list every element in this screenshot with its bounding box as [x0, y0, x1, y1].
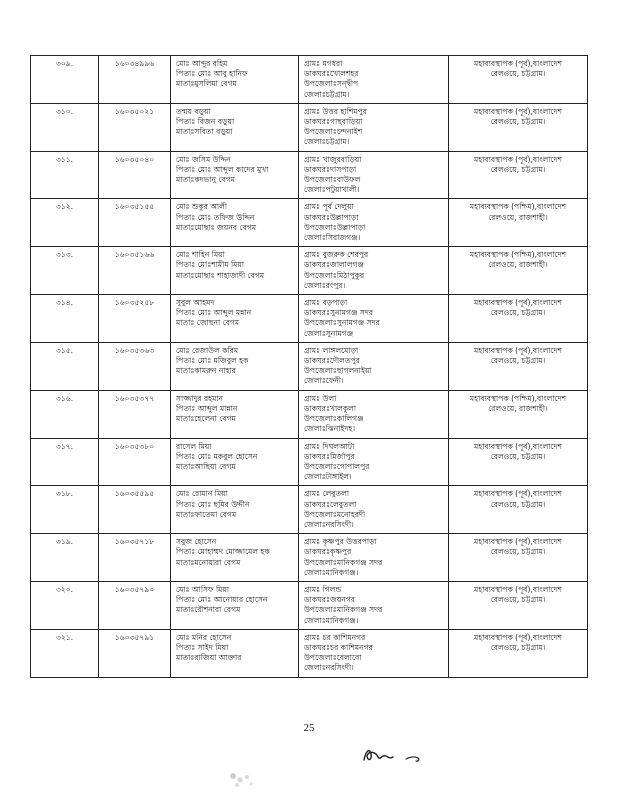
- address-line: উপজেলাঃসন্দ্বীপ: [304, 79, 359, 89]
- address-line: ডাকঘরঃজালালগঞ্জ: [304, 260, 364, 270]
- office-line: রেলওয়ে, রাজশাহী।: [488, 403, 548, 413]
- name-line: মোঃ মনির হোসেন: [176, 632, 232, 642]
- roll-cell: ১৬০৩৫৭১৮: [99, 534, 171, 582]
- name-cell: [171, 295, 299, 343]
- name-cell: [171, 534, 299, 582]
- office-line: মহাব্যবস্থাপক (পূর্ব),বাংলাদেশ: [474, 489, 562, 499]
- serial-cell: ৩১৫.: [31, 342, 99, 390]
- address-cell: [299, 534, 449, 582]
- serial-cell: ৩১০.: [31, 103, 99, 151]
- address-line: জেলাঃফেনী।: [304, 376, 344, 386]
- address-line: জেলাঃচট্টগ্রাম।: [304, 89, 350, 99]
- name-line: মাতাঃকামরুন নাহার: [176, 366, 236, 376]
- office-cell: [449, 390, 588, 438]
- roll-cell: ১৬০৩৫৩৭৭: [99, 390, 171, 438]
- office-cell: [449, 199, 588, 247]
- address-line: গ্রামঃ খাজুরবাড়িয়া: [304, 154, 362, 164]
- table-row: [31, 629, 588, 677]
- office-cell: [449, 247, 588, 295]
- office-line: রেলওয়ে, রাজশাহী।: [488, 212, 548, 222]
- serial-cell: ৩২০.: [31, 581, 99, 629]
- address-cell: [299, 247, 449, 295]
- roll-cell: ১৬০৩৫৭৯০: [99, 581, 171, 629]
- office-cell: [449, 295, 588, 343]
- table-row: [31, 295, 588, 343]
- office-line: রেলওয়ে, চট্টগ্রাম।: [490, 164, 546, 174]
- office-line: মহাব্যবস্থাপক (পূর্ব),বাংলাদেশ: [474, 441, 562, 451]
- name-line: সাজ্জাদুর রহমান: [176, 393, 224, 403]
- table-row: [31, 247, 588, 295]
- address-line: গ্রামঃ পূর্ব দেলুয়া: [304, 202, 354, 212]
- name-line: মাতাঃকদভানু বেগম: [176, 175, 235, 185]
- table-row: [31, 438, 588, 486]
- address-line: উপজেলাঃছাগলনাইয়া: [304, 366, 372, 376]
- office-cell: [449, 629, 588, 677]
- office-line: মহাব্যবস্থাপক (পূর্ব),বাংলাদেশ: [474, 154, 562, 164]
- address-line: জেলাঃমানিকগঞ্জ।: [304, 615, 359, 625]
- name-line: পিতাঃ মোহাম্মদ মোজ্জামেল হক: [176, 547, 270, 557]
- office-line: রেলওয়ে, চট্টগ্রাম।: [490, 642, 546, 652]
- table-row: [31, 486, 588, 534]
- name-cell: [171, 199, 299, 247]
- name-line: মোঃ জসিম উদ্দিন: [176, 154, 231, 164]
- office-line: মহাব্যবস্থাপক (পশ্চিম),বাংলাদেশ: [469, 250, 567, 260]
- address-line: জেলাঃচট্টগ্রাম।: [304, 137, 350, 147]
- address-line: গ্রামঃ দিঘলআটা: [304, 441, 355, 451]
- page-number: 25: [303, 722, 315, 734]
- name-line: মাতাঃআছিয়া বেগম: [176, 461, 236, 471]
- table-row: [31, 103, 588, 151]
- office-cell: [449, 103, 588, 151]
- roll-cell: ১৬০৩৫৩৬৩: [99, 342, 171, 390]
- address-line: গ্রামঃ বুজরুক শেরপুর: [304, 250, 369, 260]
- address-line: উপজেলাঃমনোহরদী: [304, 509, 366, 519]
- office-line: মহাব্যবস্থাপক (পশ্চিম),বাংলাদেশ: [469, 202, 567, 212]
- office-line: মহাব্যবস্থাপক (পূর্ব),বাংলাদেশ: [474, 537, 562, 547]
- table-row: [31, 534, 588, 582]
- name-cell: [171, 56, 299, 104]
- address-line: উপজেলাঃমিঠাপুকুর: [304, 270, 365, 280]
- name-line: পিতাঃ মোঃ আব্দুল কাদের মুখা: [176, 164, 269, 174]
- address-line: জেলাঃসুনামগঞ্জ: [304, 328, 354, 338]
- address-line: ডাকঘরঃজয়নগর: [304, 595, 355, 605]
- roll-cell: ১৬০৩৫৫৯৫: [99, 486, 171, 534]
- name-line: মাতাঃমোছাঃ শাহাজাদী বেগম: [176, 270, 265, 280]
- office-cell: [449, 438, 588, 486]
- address-line: গ্রামঃ চর কাশিমনগর: [304, 632, 366, 642]
- name-line: পিতাঃ বিজন বড়ুয়া: [176, 117, 235, 127]
- address-line: গ্রামঃ গিলন্ড: [304, 584, 342, 594]
- office-cell: [449, 486, 588, 534]
- serial-cell: ৩১৮.: [31, 486, 99, 534]
- name-line: মোঃ আব্দুর রহিম: [176, 59, 228, 68]
- name-line: পিতাঃ মোঃ মকবুল হোসেন: [176, 451, 258, 461]
- roll-cell: ১৬০৩৫৩৮০: [99, 438, 171, 486]
- name-line: রাসেল মিয়া: [176, 441, 212, 451]
- office-cell: [449, 342, 588, 390]
- address-line: উপজেলাঃকালিগঞ্জ: [304, 414, 364, 424]
- address-line: উপজেলাঃউল্লাপাড়া: [304, 222, 366, 232]
- serial-cell: ৩২১.: [31, 629, 99, 677]
- name-line: পিতাঃ আব্দুল মান্নান: [176, 403, 238, 413]
- address-line: গ্রামঃ মগধরা: [304, 59, 343, 68]
- address-line: গ্রামঃ কৃষ্ণপুর উত্তরপাড়া: [304, 537, 377, 547]
- table-row: [31, 199, 588, 247]
- scan-smudge: [225, 768, 261, 792]
- name-line: মাতাঃরাজিয়া আক্তার: [176, 653, 242, 663]
- office-line: রেলওয়ে, চট্টগ্রাম।: [490, 69, 546, 79]
- address-line: উপজেলাঃমানিকগঞ্জ সদর: [304, 605, 383, 615]
- name-line: পিতাঃ মোঃ আব্দুল মন্নান: [176, 308, 252, 318]
- address-line: উপজেলাঃবেলাবো: [304, 653, 362, 663]
- address-cell: [299, 103, 449, 151]
- table-row: [31, 581, 588, 629]
- name-line: পিতাঃ মোঃ মজিবুল হক: [176, 356, 249, 366]
- roll-cell: ১৬০৩৪৯৯৬: [99, 56, 171, 104]
- address-line: উপজেলাঃবাউফল: [304, 175, 361, 185]
- name-cell: [171, 247, 299, 295]
- address-line: গ্রামঃ বড়পাড়া: [304, 298, 348, 308]
- name-cell: [171, 581, 299, 629]
- address-line: জেলাঃরংপুর।: [304, 280, 346, 290]
- address-line: উপজেলাঃমানিকগঞ্জ সদর: [304, 557, 383, 567]
- name-line: পিতাঃ মোঃ তফিজ উদ্দিন: [176, 212, 255, 222]
- roll-cell: ১৬০৩৫০৪০: [99, 151, 171, 199]
- name-line: পিতাঃ মোঃশামীম মিয়া: [176, 260, 245, 270]
- address-line: উপজেলাঃগোপালপুর: [304, 461, 370, 471]
- office-line: রেলওয়ে, চট্টগ্রাম।: [490, 547, 546, 557]
- address-line: গ্রামঃ লেবুতলা: [304, 489, 350, 499]
- address-cell: [299, 438, 449, 486]
- name-line: মাতাঃরৌশনারা বেগম: [176, 605, 241, 615]
- serial-cell: ৩১১.: [31, 151, 99, 199]
- name-line: পিতাঃ সাইদ মিয়া: [176, 642, 229, 652]
- address-cell: [299, 56, 449, 104]
- address-cell: [299, 486, 449, 534]
- office-line: মহাব্যবস্থাপক (পূর্ব),বাংলাদেশ: [474, 298, 562, 308]
- roll-cell: ১৬০৩৫০২১: [99, 103, 171, 151]
- address-cell: [299, 151, 449, 199]
- candidate-table: [30, 55, 588, 678]
- roll-cell: ১৬০৩৫১৫৫: [99, 199, 171, 247]
- name-line: মাতাঃহেলেনা বেগম: [176, 414, 236, 424]
- address-line: গ্রামঃ উলা: [304, 393, 337, 403]
- serial-cell: ৩১২.: [31, 199, 99, 247]
- name-cell: [171, 438, 299, 486]
- address-line: ডাকঘরঃউল্লাপাড়া: [304, 212, 359, 222]
- office-cell: [449, 56, 588, 104]
- name-line: মাতাঃ জোছনা বেগম: [176, 318, 240, 328]
- serial-cell: ৩০৯.: [31, 56, 99, 104]
- name-line: মোঃ রেজাউল করিম: [176, 345, 239, 355]
- roll-cell: ১৬০৩৫৭৯১: [99, 629, 171, 677]
- address-line: ডাকঘরঃদাসপাড়া: [304, 164, 357, 174]
- office-cell: [449, 581, 588, 629]
- name-cell: [171, 342, 299, 390]
- serial-cell: ৩১৬.: [31, 390, 99, 438]
- address-line: উপজেলাঃচন্দনাইশ: [304, 127, 363, 137]
- name-line: মাতাঃমনোয়ারা বেগম: [176, 557, 241, 567]
- serial-cell: ৩১৯.: [31, 534, 99, 582]
- address-cell: [299, 581, 449, 629]
- address-cell: [299, 342, 449, 390]
- address-line: উপজেলাঃসুনামগঞ্জ সদর: [304, 318, 380, 328]
- office-line: মহাব্যবস্থাপক (পূর্ব),বাংলাদেশ: [474, 345, 562, 355]
- name-line: মাতাঃফাতেমা বেগম: [176, 509, 237, 519]
- table-row: [31, 151, 588, 199]
- address-line: জেলাঃনরসিংদী।: [304, 663, 354, 673]
- name-line: মোঃ আসিফ মিয়া: [176, 584, 230, 594]
- name-line: সুবুল আহমদ: [176, 298, 215, 308]
- office-line: রেলওয়ে, রাজশাহী।: [488, 260, 548, 270]
- office-line: রেলওয়ে, চট্টগ্রাম।: [490, 595, 546, 605]
- name-cell: [171, 103, 299, 151]
- address-line: ডাকঘরঃমির্জাপুর: [304, 451, 355, 461]
- office-line: রেলওয়ে, চট্টগ্রাম।: [490, 499, 546, 509]
- table-row: [31, 342, 588, 390]
- office-line: মহাব্যবস্থাপক (পূর্ব),বাংলাদেশ: [474, 584, 562, 594]
- address-line: গ্রামঃ উত্তর হাশিমপুর: [304, 106, 367, 116]
- office-line: মহাব্যবস্থাপক (পশ্চিম),বাংলাদেশ: [469, 393, 567, 403]
- address-line: ডাকঘরঃগাছবাড়িয়া: [304, 117, 363, 127]
- candidate-table-body: [31, 56, 588, 678]
- address-cell: [299, 295, 449, 343]
- office-line: মহাব্যবস্থাপক (পূর্ব),বাংলাদেশ: [474, 632, 562, 642]
- table-row: [31, 56, 588, 104]
- address-line: ডাকঘরঃসুনামগঞ্জ সদর: [304, 308, 374, 318]
- office-line: মহাব্যবস্থাপক (পূর্ব),বাংলাদেশ: [474, 106, 562, 116]
- office-line: রেলওয়ে, চট্টগ্রাম।: [490, 117, 546, 127]
- address-line: জেলাঃমানিকগঞ্জ।: [304, 567, 359, 577]
- roll-cell: ১৬০৩৫২৫৮: [99, 295, 171, 343]
- address-line: জেলাঃঝিনাইদহ।: [304, 424, 356, 434]
- roll-cell: ১৬০৩৫১৬৬: [99, 247, 171, 295]
- office-cell: [449, 151, 588, 199]
- serial-cell: ৩১৪.: [31, 295, 99, 343]
- table-row: [31, 390, 588, 438]
- name-cell: [171, 151, 299, 199]
- address-line: ডাকঘরঃলেবুতলা: [304, 499, 357, 509]
- name-line: সবুজ হোসেন: [176, 537, 217, 547]
- serial-cell: ৩১৩.: [31, 247, 99, 295]
- name-cell: [171, 390, 299, 438]
- name-line: পিতাঃ মোঃ আনোয়ার হোসেন: [176, 595, 268, 605]
- name-line: মোঃ রোমান মিয়া: [176, 489, 228, 499]
- name-line: মাতাঃমুসলিমা বেগম: [176, 79, 237, 89]
- address-line: ডাকঘরঃখালকুলা: [304, 403, 357, 413]
- name-line: পিতাঃ মোঃ আবু হানিফ: [176, 69, 248, 79]
- address-line: জেলাঃসিরাজগঞ্জ।: [304, 233, 361, 243]
- name-line: মোঃ শুকুর আলী: [176, 202, 228, 212]
- name-cell: [171, 629, 299, 677]
- address-line: গ্রামঃ লাঙ্গলমোড়া: [304, 345, 359, 355]
- name-line: মাতাঃমোছাঃ জয়নব বেগম: [176, 222, 257, 232]
- name-line: মাতাঃসবিতা বড়ুয়া: [176, 127, 233, 137]
- address-line: ডাকঘরঃচর কাশিমনগর: [304, 642, 373, 652]
- address-cell: [299, 390, 449, 438]
- office-line: রেলওয়ে, চট্টগ্রাম।: [490, 356, 546, 366]
- address-cell: [299, 199, 449, 247]
- address-line: জেলাঃপটুয়াখালী।: [304, 185, 360, 195]
- signature: [360, 744, 450, 766]
- name-line: মোঃ শাহিন মিয়া: [176, 250, 225, 260]
- name-line: তন্ময় বড়ুয়া: [176, 106, 211, 116]
- name-line: পিতাঃ মোঃ ছমির উদ্দীন: [176, 499, 250, 509]
- serial-cell: ৩১৭.: [31, 438, 99, 486]
- address-cell: [299, 629, 449, 677]
- address-line: ডাকঘরঃখোলশহর: [304, 69, 359, 79]
- address-line: জেলাঃটাঙ্গাইল।: [304, 472, 352, 482]
- address-line: ডাকঘরঃকৃষ্ণপুর: [304, 547, 352, 557]
- office-line: রেলওয়ে, চট্টগ্রাম।: [490, 451, 546, 461]
- office-cell: [449, 534, 588, 582]
- office-line: মহাব্যবস্থাপক (পূর্ব),বাংলাদেশ: [474, 59, 562, 68]
- office-line: রেলওয়ে, চট্টগ্রাম।: [490, 308, 546, 318]
- address-line: ডাকঘরঃদৌলতপুর: [304, 356, 360, 366]
- address-line: জেলাঃনরসিংদী।: [304, 519, 354, 529]
- name-cell: [171, 486, 299, 534]
